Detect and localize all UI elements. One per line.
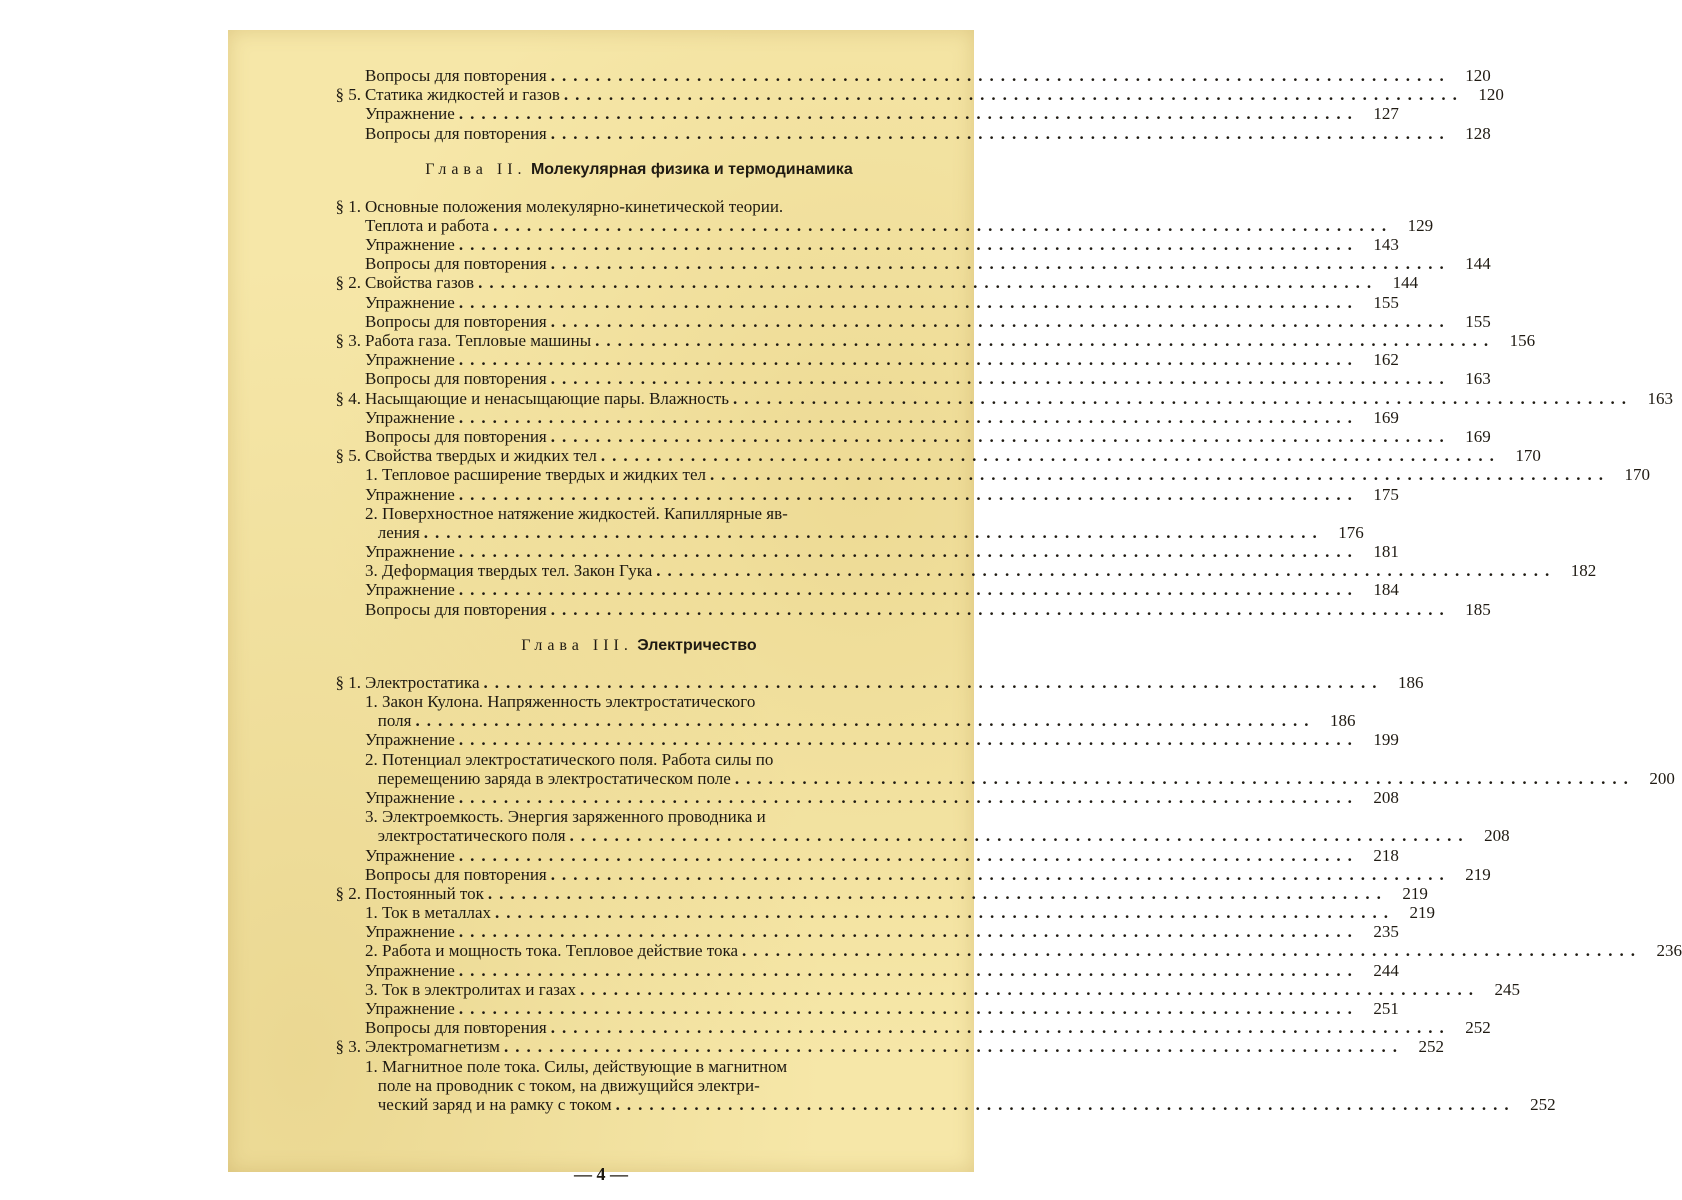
dot-leader: ................................................................................: [493, 215, 1394, 235]
section-number: § 2.: [335, 273, 361, 293]
entry-label: Насыщающие и ненасыщающие пары. Влажность: [365, 388, 729, 408]
page-ref: 144: [1465, 254, 1491, 274]
toc-entry: [315, 215, 1434, 235]
toc-group-chapter-2: [315, 196, 1673, 619]
page-ref: 244: [1373, 960, 1399, 980]
dot-leader: ................................................................................: [458, 235, 1359, 255]
toc-entry: [315, 254, 1491, 274]
dot-leader: ................................................................................: [458, 730, 1359, 750]
page-ref: 182: [1570, 561, 1597, 581]
entry-label: 2. Поверхностное натяжение жидкостей. Капиллярные яв-: [365, 503, 788, 523]
toc-entry: [315, 388, 1673, 408]
section-number: § 5.: [335, 446, 361, 466]
toc-entry: [315, 999, 1399, 1019]
page-ref: 127: [1373, 104, 1399, 124]
page-ref: 235: [1373, 922, 1399, 942]
toc-entry: [315, 369, 1491, 389]
page-ref: 144: [1392, 273, 1419, 293]
toc-entry: [315, 446, 1541, 466]
toc-entry: [315, 960, 1399, 980]
page-ref: 175: [1373, 484, 1399, 504]
toc-group-chapter-3: [315, 672, 1682, 1114]
entry-label: Постоянный ток: [365, 883, 484, 903]
dot-leader: ................................................................................: [615, 1094, 1516, 1114]
page-ref: 252: [1465, 1018, 1491, 1038]
toc-entry: [315, 292, 1399, 312]
toc-entry: [315, 65, 1491, 85]
page-ref: 186: [1397, 672, 1424, 692]
page-ref: 208: [1373, 787, 1399, 807]
entry-label: Вопросы для повторения: [365, 864, 547, 884]
entry-label: Статика жидкостей и газов: [365, 85, 560, 105]
chapter-title: Молекулярная физика и термодинамика: [530, 160, 853, 178]
entry-label: 2. Работа и мощность тока. Тепловое действие тока: [365, 941, 739, 961]
entry-label: Вопросы для повторения: [365, 599, 547, 619]
dot-leader: ................................................................................: [550, 311, 1451, 331]
page-ref: 186: [1329, 711, 1356, 731]
toc-entry: [315, 883, 1428, 903]
dot-leader: ................................................................................: [458, 484, 1359, 504]
dot-leader: ................................................................................: [550, 369, 1451, 389]
dot-leader: ................................................................................: [550, 1018, 1451, 1038]
dot-leader: ................................................................................: [458, 787, 1359, 807]
dot-leader: ................................................................................: [550, 123, 1451, 143]
page-ref: 176: [1338, 522, 1364, 542]
dot-leader: ................................................................................: [742, 941, 1643, 961]
section-number: § 2.: [335, 883, 361, 903]
entry-label: поле на проводник с током, на движущийся электри-: [365, 1075, 760, 1095]
dot-leader: ................................................................................: [415, 711, 1316, 731]
toc-entry: [315, 672, 1424, 692]
entry-label: Упражнение: [365, 235, 455, 255]
page-ref: 199: [1373, 730, 1399, 750]
entry-label: перемещению заряда в электростатическом поле: [365, 768, 731, 788]
dot-leader: ................................................................................: [563, 85, 1464, 105]
toc-entry: [315, 692, 963, 711]
entry-label: Упражнение: [365, 922, 455, 942]
entry-label: Упражнение: [365, 407, 455, 427]
entry-label: Свойства газов: [365, 273, 475, 293]
entry-label: Упражнение: [365, 960, 455, 980]
page-number: — 4 —: [574, 1164, 628, 1184]
toc-entry: [315, 542, 1399, 562]
page-ref: 143: [1373, 235, 1399, 255]
entry-label: Электромагнетизм: [365, 1037, 500, 1057]
toc-entry: [315, 311, 1491, 331]
section-number: § 3.: [335, 1037, 361, 1057]
entry-label: Вопросы для повторения: [365, 311, 547, 331]
dot-leader: ................................................................................: [478, 273, 1379, 293]
dot-leader: ................................................................................: [550, 65, 1451, 85]
dot-leader: ................................................................................: [595, 331, 1496, 351]
entry-label: 1. Ток в металлах: [365, 903, 492, 923]
entry-label: Вопросы для повторения: [365, 426, 547, 446]
section-number: § 1.: [335, 672, 361, 692]
entry-label: Электростатика: [365, 672, 480, 692]
page-ref: 155: [1465, 311, 1491, 331]
toc-entry: [315, 807, 963, 826]
page-ref: 169: [1373, 407, 1399, 427]
toc-entry: [315, 787, 1399, 807]
dot-leader: ................................................................................: [423, 522, 1324, 542]
dot-leader: ................................................................................: [458, 350, 1359, 370]
dot-leader: ................................................................................: [458, 104, 1359, 124]
dot-leader: ................................................................................: [458, 292, 1359, 312]
toc-entry: [315, 561, 1597, 581]
dot-leader: ................................................................................: [550, 254, 1451, 274]
page-ref: 155: [1373, 292, 1399, 312]
page-ref: 218: [1373, 845, 1399, 865]
dot-leader: ................................................................................: [569, 826, 1470, 846]
book-page: [228, 30, 1682, 1184]
section-number: § 1.: [335, 196, 361, 216]
page-ref: 252: [1530, 1094, 1556, 1114]
entry-label: Упражнение: [365, 292, 455, 312]
toc-entry: [315, 711, 1356, 731]
toc-entry: [315, 580, 1399, 600]
dot-leader: ................................................................................: [458, 845, 1359, 865]
entry-label: 1. Закон Кулона. Напряженность электростатического: [365, 692, 756, 712]
dot-leader: ................................................................................: [503, 1037, 1404, 1057]
toc-entry: [315, 941, 1682, 961]
entry-label: ческий заряд и на рамку с током: [365, 1094, 612, 1114]
page-ref: 245: [1494, 979, 1520, 999]
entry-label: ления: [365, 522, 420, 542]
entry-label: 3. Электроемкость. Энергия заряженного проводника и: [365, 807, 766, 827]
entry-label: Упражнение: [365, 104, 455, 124]
dot-leader: ................................................................................: [487, 883, 1388, 903]
entry-label: Вопросы для повторения: [365, 369, 547, 389]
dot-leader: ................................................................................: [458, 922, 1359, 942]
toc-entry: [315, 845, 1399, 865]
entry-label: Вопросы для повторения: [365, 1018, 547, 1038]
page-ref: 252: [1418, 1037, 1444, 1057]
dot-leader: ................................................................................: [550, 426, 1451, 446]
toc-entry: [315, 123, 1491, 143]
page-ref: 170: [1515, 446, 1541, 466]
toc-entry: [315, 768, 1675, 788]
toc-entry: [315, 864, 1491, 884]
entry-label: Упражнение: [365, 730, 455, 750]
page-ref: 219: [1402, 883, 1428, 903]
entry-label: 1. Магнитное поле тока. Силы, действующие в магнитном: [365, 1056, 788, 1076]
page-ref: 129: [1407, 215, 1434, 235]
page-ref: 208: [1484, 826, 1510, 846]
entry-label: 2. Потенциал электростатического поля. Работа силы по: [365, 749, 774, 769]
entry-label: Вопросы для повторения: [365, 123, 547, 143]
page-ref: 170: [1624, 465, 1650, 485]
page-ref: 128: [1465, 123, 1491, 143]
toc-entry: [315, 407, 1399, 427]
toc-entry: [315, 826, 1510, 846]
entry-label: Вопросы для повторения: [365, 65, 547, 85]
entry-label: Свойства твердых и жидких тел: [365, 446, 597, 466]
dot-leader: ................................................................................: [495, 903, 1396, 923]
toc-entry: [315, 903, 1436, 923]
page-ref: 200: [1649, 768, 1675, 788]
chapter-title: Электричество: [637, 636, 757, 654]
toc-entry: [315, 331, 1536, 351]
chapter-heading-2: [315, 143, 963, 197]
section-number: § 3.: [335, 331, 361, 351]
entry-label: Упражнение: [365, 350, 455, 370]
page-ref: 185: [1465, 599, 1491, 619]
entry-label: Теплота и работа: [365, 215, 490, 235]
dot-leader: ................................................................................: [458, 960, 1359, 980]
toc-entry: [315, 484, 1399, 504]
toc-entry: [315, 599, 1491, 619]
toc-entry: [315, 235, 1399, 255]
toc-entry: [315, 730, 1399, 750]
dot-leader: ................................................................................: [734, 768, 1635, 788]
page-ref: 236: [1656, 941, 1682, 961]
chapter-prefix: Глава III.: [521, 636, 633, 654]
entry-label: электростатического поля: [365, 826, 566, 846]
entry-label: Упражнение: [365, 580, 455, 600]
dot-leader: ................................................................................: [458, 407, 1359, 427]
dot-leader: ................................................................................: [458, 999, 1359, 1019]
page-ref: 163: [1647, 388, 1673, 408]
toc-entry: [315, 750, 963, 769]
dot-leader: ................................................................................: [600, 446, 1501, 466]
section-number: § 5.: [335, 85, 361, 105]
chapter-prefix: Глава II.: [425, 160, 527, 178]
chapter-heading-3: [315, 619, 963, 673]
dot-leader: ................................................................................: [710, 465, 1610, 485]
toc-entry: [315, 104, 1399, 124]
toc-entry: [315, 522, 1364, 542]
toc-entry: [315, 1076, 963, 1095]
section-number: § 4.: [335, 388, 361, 408]
dot-leader: ................................................................................: [550, 599, 1451, 619]
toc-entry: [315, 426, 1491, 446]
toc-group-top: [315, 65, 1504, 143]
page-ref: 184: [1373, 580, 1399, 600]
page-ref: 251: [1373, 999, 1399, 1019]
page-ref: 219: [1409, 903, 1436, 923]
entry-label: 3. Ток в электролитах и газах: [365, 979, 576, 999]
toc-entry: [315, 504, 963, 523]
entry-label: Упражнение: [365, 484, 455, 504]
toc-entry: [315, 197, 963, 216]
toc-entry: [315, 350, 1399, 370]
entry-label: Вопросы для повторения: [365, 254, 547, 274]
table-of-contents: [315, 65, 1682, 1114]
page-ref: 181: [1373, 542, 1399, 562]
entry-label: поля: [365, 711, 412, 731]
dot-leader: ................................................................................: [458, 542, 1359, 562]
dot-leader: ................................................................................: [656, 561, 1557, 581]
dot-leader: ................................................................................: [483, 672, 1384, 692]
entry-label: Работа газа. Тепловые машины: [365, 331, 592, 351]
page-ref: 120: [1478, 85, 1504, 105]
toc-entry: [315, 979, 1520, 999]
entry-label: 1. Тепловое расширение твердых и жидких тел: [365, 465, 706, 485]
entry-label: Упражнение: [365, 845, 455, 865]
page-ref: 219: [1465, 864, 1491, 884]
page-ref: 120: [1465, 65, 1491, 85]
toc-entry: [315, 1057, 963, 1076]
page-ref: 169: [1465, 426, 1491, 446]
dot-leader: ................................................................................: [458, 580, 1359, 600]
page-ref: 163: [1465, 369, 1491, 389]
toc-entry: [315, 465, 1650, 485]
entry-label: Упражнение: [365, 999, 455, 1019]
toc-entry: [315, 1094, 1556, 1114]
toc-entry: [315, 273, 1419, 293]
entry-label: Основные положения молекулярно-кинетической теории.: [365, 196, 784, 216]
entry-label: Упражнение: [365, 787, 455, 807]
dot-leader: ................................................................................: [580, 979, 1480, 999]
page-ref: 156: [1509, 331, 1536, 351]
toc-entry: [315, 1018, 1491, 1038]
dot-leader: ................................................................................: [732, 388, 1633, 408]
toc-entry: [315, 1037, 1444, 1057]
dot-leader: ................................................................................: [550, 864, 1451, 884]
toc-entry: [315, 922, 1399, 942]
page-ref: 162: [1373, 350, 1399, 370]
toc-entry: [315, 85, 1504, 105]
entry-label: Упражнение: [365, 542, 455, 562]
entry-label: 3. Деформация твердых тел. Закон Гука: [365, 561, 653, 581]
